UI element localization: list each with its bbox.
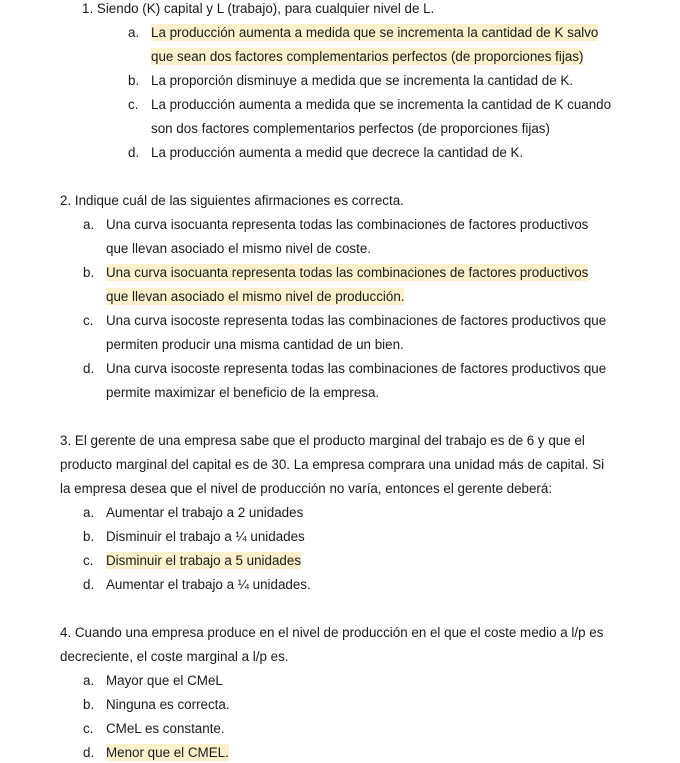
option-line [106,576,311,594]
option-line [106,384,379,402]
highlighted-answer-text: Menor que el CMEL. [106,745,229,760]
option-text: son dos factores complementarios perfectos (de proporciones fijas) [151,121,550,136]
option-text: La producción aumenta a medid que decrece la cantidad de K. [151,145,524,160]
question-stem-line [82,0,434,18]
question-stem-line [60,480,552,498]
option-letter: b. [128,73,140,88]
option-text: que llevan asociado el mismo nivel de coste. [106,241,371,256]
option-text: Disminuir el trabajo a ¼ unidades [106,529,305,544]
option-letter: c. [83,313,94,328]
question-stem-line [60,192,404,210]
option-letter: b. [83,697,95,712]
option-text: Aumentar el trabajo a 2 unidades [106,505,304,520]
option-text: permiten producir una misma cantidad de un bien. [106,337,404,352]
option-line [106,312,606,330]
highlighted-answer-text: Una curva isocuanta representa todas las combinaciones de factores productivos [106,265,589,280]
highlighted-answer-text: La producción aumenta a medida que se incrementa la cantidad de K salvo [151,25,599,40]
option-line [106,672,223,690]
option-line [106,216,588,234]
option-line [106,744,229,762]
option-line [106,288,404,306]
option-line [106,504,303,522]
option-letter: c. [83,553,94,568]
option-text: CMeL es constante. [106,721,225,736]
option-letter: d. [83,361,95,376]
option-line [106,336,404,354]
question-stem-text: 1. Siendo (K) capital y L (trabajo), para cualquier nivel de L. [82,1,435,16]
option-text: Una curva isocuanta representa todas las combinaciones de factores productivos [106,217,589,232]
option-letter: a. [83,505,95,520]
question-stem-line [60,456,604,474]
option-text: Ninguna es correcta. [106,697,230,712]
option-letter: a. [83,673,95,688]
option-text: permite maximizar el beneficio de la empresa. [106,385,380,400]
option-line [106,360,606,378]
option-letter: d. [128,145,140,160]
option-line [151,96,611,114]
highlighted-answer-text: Disminuir el trabajo a 5 unidades [106,553,302,568]
option-letter: d. [83,577,95,592]
option-text: Aumentar el trabajo a ¼ unidades. [106,577,311,592]
option-line [151,24,598,42]
option-line [151,120,550,138]
option-text: La proporción disminuye a medida que se incrementa la cantidad de K. [151,73,574,88]
option-text: Mayor que el CMeL [106,673,223,688]
option-line [151,72,573,90]
option-letter: c. [128,97,139,112]
option-text: Una curva isocoste representa todas las combinaciones de factores productivos que [106,313,607,328]
highlighted-answer-text: que sean dos factores complementarios perfectos (de proporciones fijas) [151,49,584,64]
option-text: Una curva isocoste representa todas las combinaciones de factores productivos que [106,361,607,376]
highlighted-answer-text: que llevan asociado el mismo nivel de producción. [106,289,405,304]
option-line [106,264,588,282]
option-letter: c. [83,721,94,736]
question-stem-line [60,432,585,450]
question-stem-text: 3. El gerente de una empresa sabe que el producto marginal del trabajo es de 6 y que el [60,433,585,448]
question-stem-line [60,624,603,642]
option-line [106,696,230,714]
option-line [106,720,225,738]
option-letter: b. [83,265,95,280]
question-stem-text: 2. Indique cuál de las siguientes afirmaciones es correcta. [60,193,404,208]
question-stem-text: decreciente, el coste marginal a l/p es. [60,649,289,664]
option-letter: a. [128,25,140,40]
option-letter: b. [83,529,95,544]
question-stem-text: producto marginal del capital es de 30. La empresa comprara una unidad más de capital. Si [60,457,605,472]
question-stem-text: la empresa desea que el nivel de producción no varía, entonces el gerente deberá: [60,481,553,496]
option-text: La producción aumenta a medida que se incrementa la cantidad de K cuando [151,97,612,112]
option-line [151,48,583,66]
option-line [106,240,371,258]
option-line [151,144,523,162]
option-line [106,528,305,546]
question-stem-text: 4. Cuando una empresa produce en el nivel de producción en el que el coste medio a l/p es [60,625,604,640]
option-line [106,552,301,570]
question-stem-line [60,648,289,666]
option-letter: a. [83,217,95,232]
option-letter: d. [83,745,95,760]
